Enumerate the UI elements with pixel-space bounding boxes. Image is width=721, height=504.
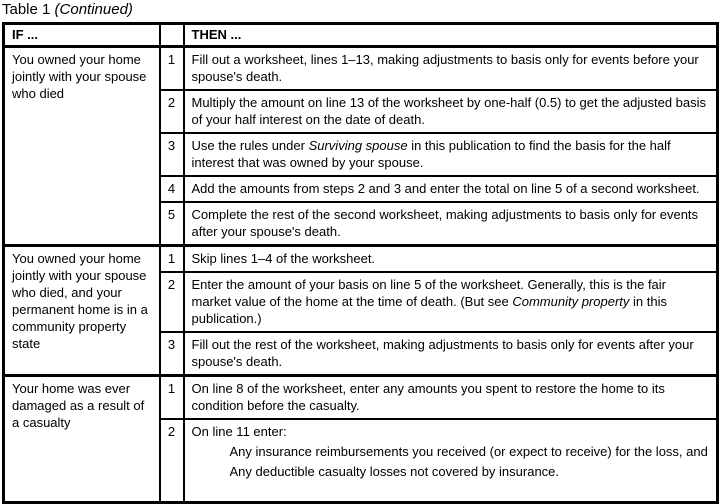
step-number: 2 bbox=[160, 272, 184, 332]
if-condition-cell: You owned your home jointly with your spouse who died, and your permanent home is in a community property state bbox=[4, 246, 160, 376]
then-column-header: THEN ... bbox=[184, 24, 718, 47]
step-number: 1 bbox=[160, 376, 184, 420]
then-instruction-cell bbox=[184, 419, 718, 503]
then-instruction-cell bbox=[184, 47, 718, 91]
instruction-text: Complete the rest of the second worksheet, making adjustments to basis only for events after your spouse's death. bbox=[191, 207, 699, 239]
then-instruction-cell bbox=[184, 272, 718, 332]
step-number: 3 bbox=[160, 133, 184, 176]
then-instruction-cell bbox=[184, 202, 718, 246]
table-title-prefix: Table 1 bbox=[2, 1, 55, 18]
sub-item: Any insurance reimbursements you received (or expect to receive) for the loss, and bbox=[229, 444, 708, 459]
then-instruction-cell bbox=[184, 90, 718, 133]
instruction-text: Multiply the amount on line 13 of the worksheet by one-half (0.5) to get the adjusted basis of your half interest on the date of death. bbox=[191, 95, 707, 127]
instruction-text: On line 11 enter: bbox=[191, 424, 287, 439]
instruction-text: Enter the amount of your basis on line 5 of the worksheet. Generally, this is the fair market value of the home at the time of death. (But see bbox=[191, 277, 667, 309]
instruction-text: On line 8 of the worksheet, enter any amounts you spent to restore the home to its condition before the casualty. bbox=[191, 381, 665, 413]
table-row bbox=[4, 376, 718, 420]
sub-item: Any deductible casualty losses not covered by insurance. bbox=[229, 464, 560, 479]
italic-reference-text: Community property bbox=[512, 294, 630, 309]
table-row bbox=[4, 246, 718, 273]
step-number: 2 bbox=[160, 419, 184, 503]
italic-reference-text: Surviving spouse bbox=[308, 138, 408, 153]
then-instruction-cell bbox=[184, 332, 718, 376]
instruction-text: Add the amounts from steps 2 and 3 and enter the total on line 5 of a second worksheet. bbox=[191, 181, 700, 196]
step-number: 3 bbox=[160, 332, 184, 376]
table-row bbox=[4, 47, 718, 91]
step-number: 4 bbox=[160, 176, 184, 202]
step-number: 5 bbox=[160, 202, 184, 246]
step-column-header bbox=[160, 24, 184, 47]
header-row bbox=[4, 24, 718, 47]
instruction-text: in this publication to find the basis for the half interest that was owned by your spouse. bbox=[191, 138, 671, 170]
if-condition-cell: Your home was ever damaged as a result of a casualty bbox=[4, 376, 160, 503]
step-number: 2 bbox=[160, 90, 184, 133]
then-instruction-cell bbox=[184, 376, 718, 420]
if-then-table bbox=[2, 22, 719, 504]
if-condition-cell: You owned your home jointly with your spouse who died bbox=[4, 47, 160, 246]
instruction-text: Skip lines 1–4 of the worksheet. bbox=[191, 251, 376, 266]
instruction-text: Fill out a worksheet, lines 1–13, making adjustments to basis only for events before your spouse's death. bbox=[191, 52, 699, 84]
step-number: 1 bbox=[160, 47, 184, 91]
if-column-header: IF ... bbox=[4, 24, 160, 47]
table-title-continued: (Continued) bbox=[54, 1, 133, 18]
step-number: 1 bbox=[160, 246, 184, 273]
table-header bbox=[4, 24, 718, 47]
then-instruction-cell bbox=[184, 133, 718, 176]
then-instruction-cell bbox=[184, 246, 718, 273]
if-then-body bbox=[4, 47, 718, 503]
then-instruction-cell bbox=[184, 176, 718, 202]
instruction-text: Fill out the rest of the worksheet, making adjustments to basis only for events after your spouse's death. bbox=[191, 337, 694, 369]
page-title bbox=[0, 0, 721, 22]
instruction-text: in this publication.) bbox=[191, 294, 667, 326]
instruction-text: Use the rules under bbox=[191, 138, 309, 153]
